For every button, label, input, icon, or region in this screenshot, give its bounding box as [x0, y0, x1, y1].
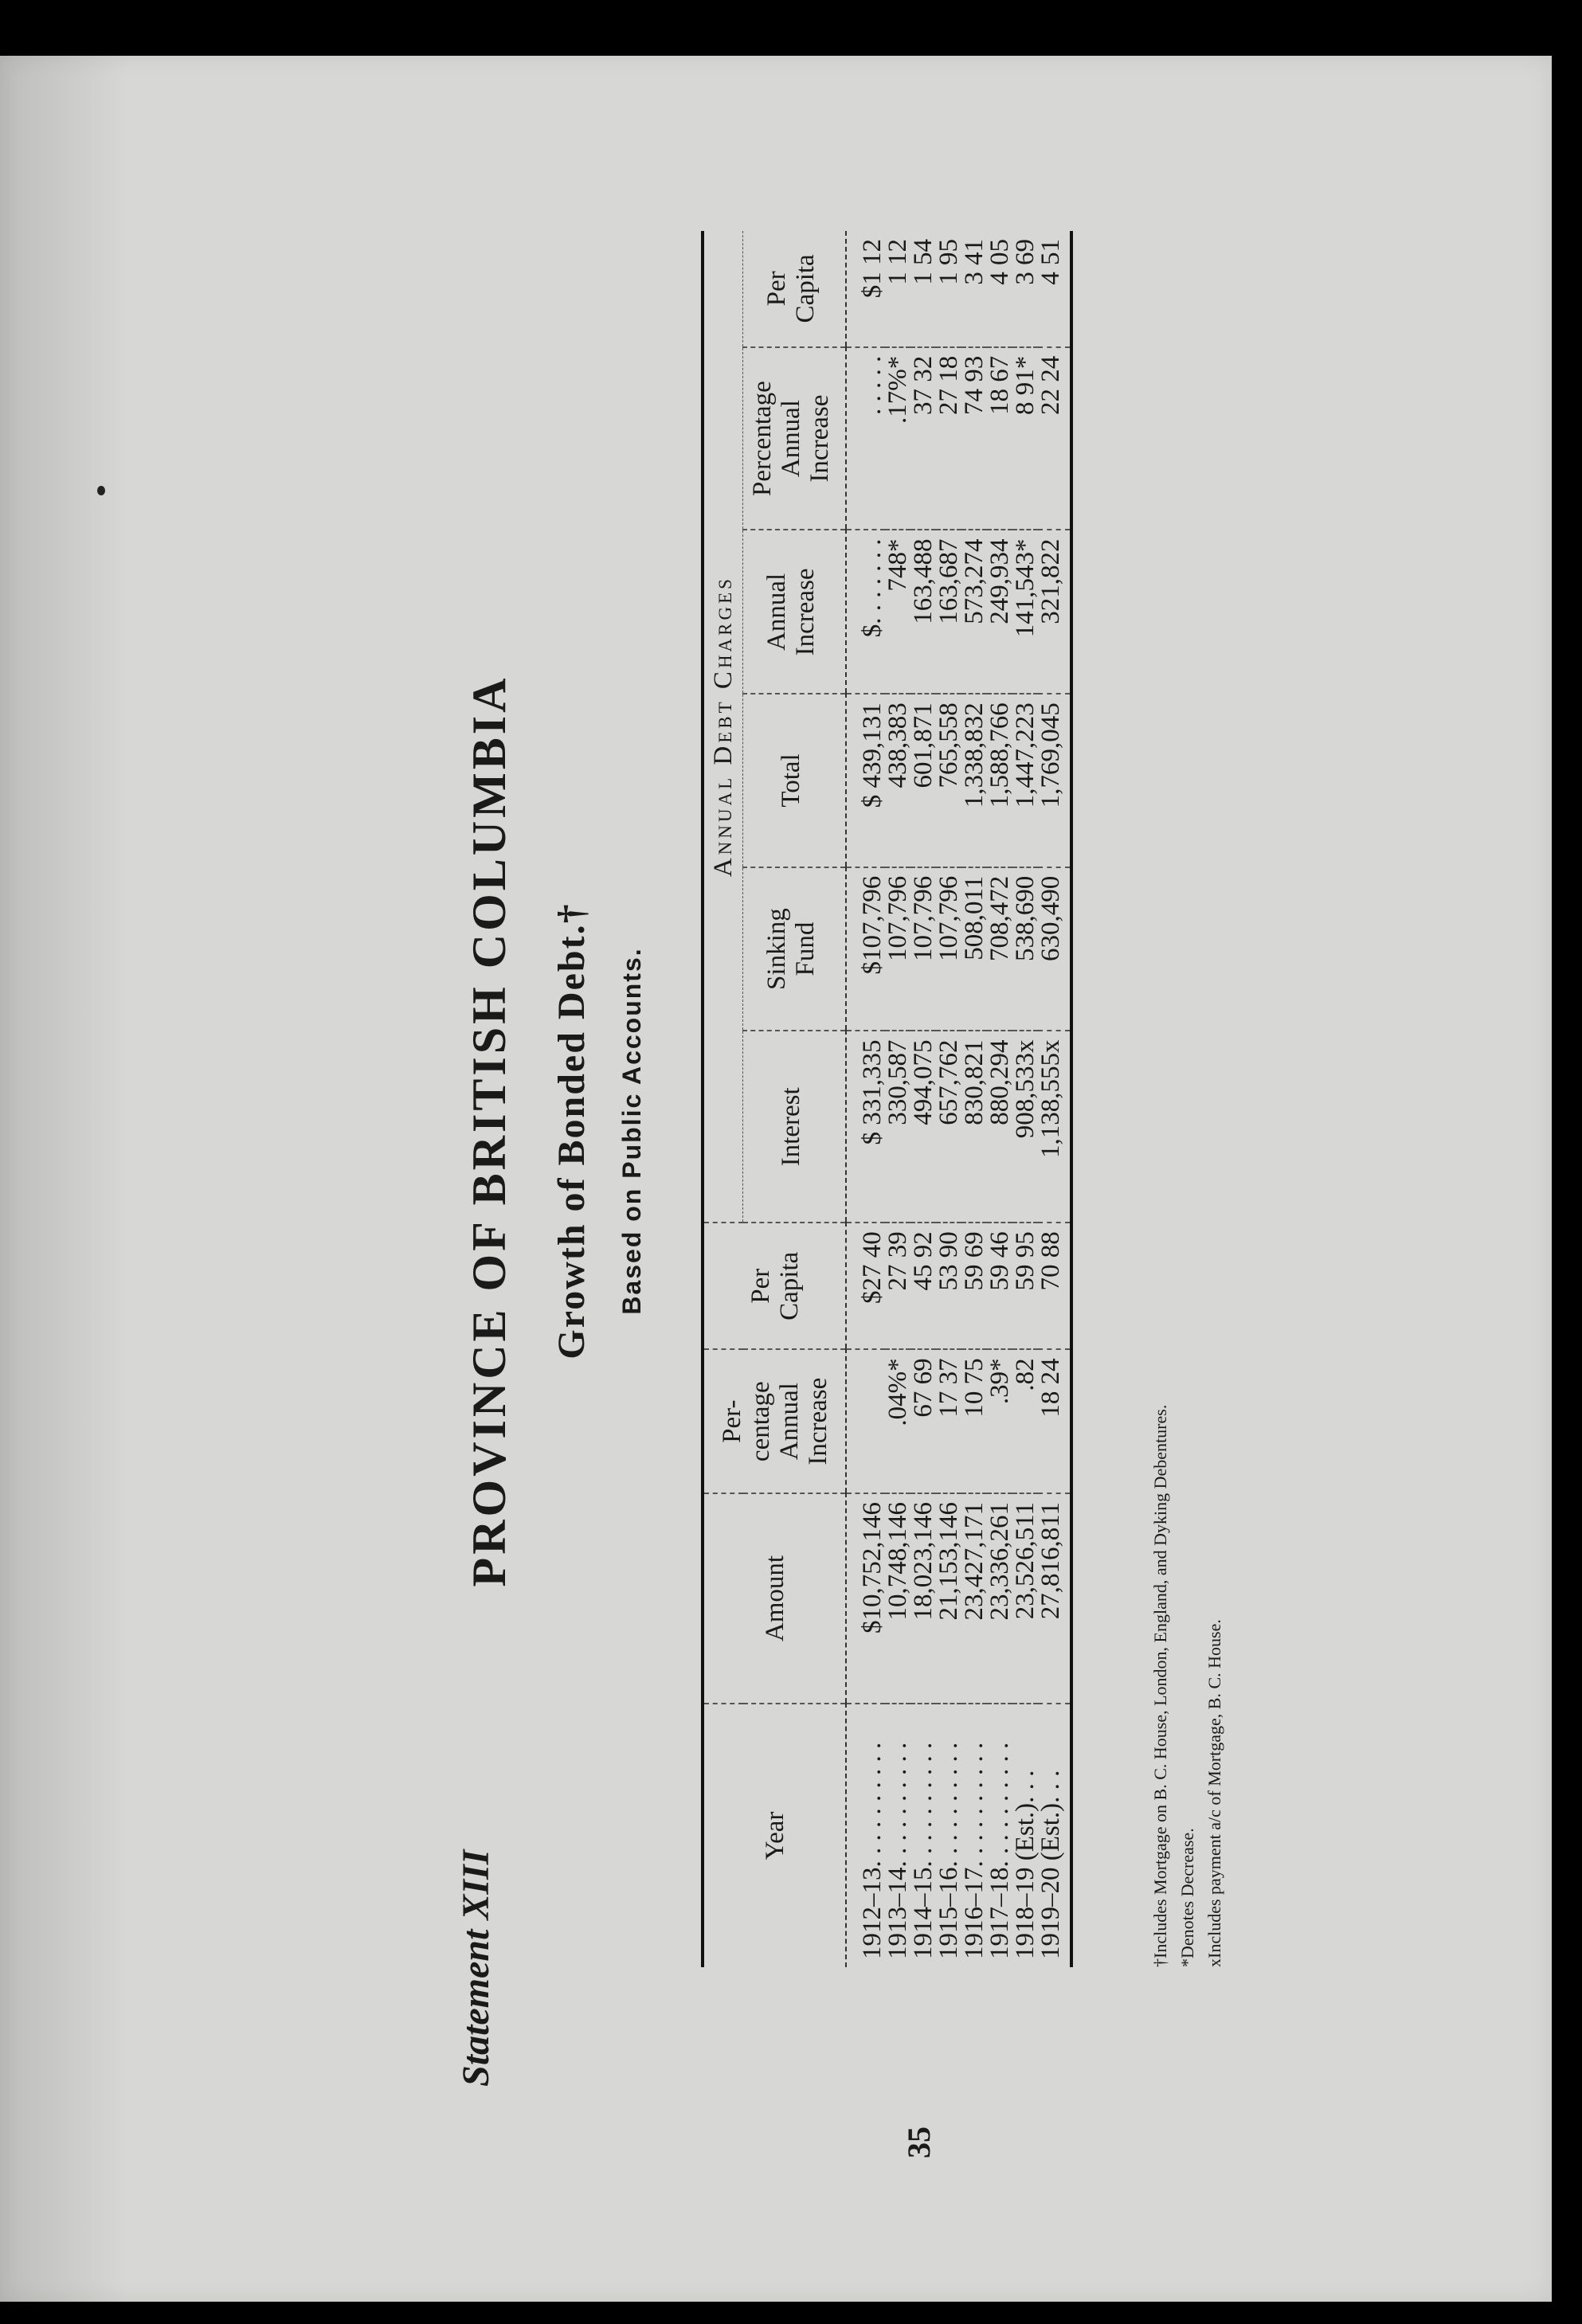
- cell-sinking-fund: 508,011: [961, 867, 987, 1031]
- cell-charges-per-capita: 3 69: [1012, 231, 1038, 347]
- table-row: [885, 231, 910, 1967]
- cell-annual-increase: 321,822: [1038, 530, 1071, 694]
- cell-charges-per-capita: 4 05: [987, 231, 1012, 347]
- header-total: Total: [743, 694, 847, 867]
- cell-percentage-increase: 17 37: [936, 1349, 961, 1493]
- footnotes: [1147, 1405, 1228, 1967]
- cell-total: 601,871: [910, 694, 936, 867]
- cell-interest: 1,138,555x: [1038, 1031, 1071, 1223]
- cell-charges-percentage-increase: 27 18: [936, 347, 961, 530]
- cell-total: 438,383: [885, 694, 910, 867]
- cell-amount: 21,153,146: [936, 1493, 961, 1704]
- cell-amount: $10,752,146: [846, 1493, 885, 1704]
- cell-amount: 23,427,171: [961, 1493, 987, 1704]
- cell-annual-increase: 163,488: [910, 530, 936, 694]
- cell-year: 1918–19 (Est.). . .: [1011, 1770, 1040, 1959]
- table-row: [1038, 231, 1071, 1967]
- cell-interest: 494,075: [910, 1031, 936, 1223]
- header-year: Year: [703, 1704, 846, 1967]
- cell-interest: 657,762: [936, 1031, 961, 1223]
- cell-charges-per-capita: 1 95: [936, 231, 961, 347]
- table-body: [846, 231, 1071, 1967]
- cell-interest: 830,821: [961, 1031, 987, 1223]
- cell-percentage-increase: .82: [1012, 1349, 1038, 1493]
- cell-sinking-fund: 107,796: [910, 867, 936, 1031]
- cell-percentage-increase: [846, 1349, 885, 1493]
- cell-year: 1912–13. . . . . . . . . .: [858, 1742, 887, 1959]
- cell-annual-increase: 141,543*: [1012, 530, 1038, 694]
- scan-border-top: [0, 0, 1582, 56]
- cell-total: 1,447,223: [1012, 694, 1038, 867]
- scan-border-right: [1552, 0, 1582, 2324]
- table-row: [910, 231, 936, 1967]
- cell-charges-percentage-increase: . . . . .: [846, 347, 885, 530]
- cell-charges-percentage-increase: 18 67: [987, 347, 1012, 530]
- cell-sinking-fund: 538,690: [1012, 867, 1038, 1031]
- cell-sinking-fund: 107,796: [936, 867, 961, 1031]
- cell-year: 1916–17. . . . . . . . . .: [960, 1742, 989, 1959]
- cell-year: 1913–14. . . . . . . . . .: [883, 1742, 912, 1959]
- cell-sinking-fund: 630,490: [1038, 867, 1071, 1031]
- cell-charges-per-capita: $1 12: [846, 231, 885, 347]
- cell-annual-increase: 249,934: [987, 530, 1012, 694]
- header-interest: Interest: [743, 1031, 847, 1223]
- rotated-page-content: [398, 175, 1275, 2158]
- page-title: PROVINCE OF BRITISH COLUMBIA: [463, 675, 515, 1587]
- table-row: [961, 231, 987, 1967]
- cell-charges-percentage-increase: 37 32: [910, 347, 936, 530]
- basis-note: Based on Public Accounts.: [617, 947, 646, 1315]
- cell-per-capita: 59 69: [961, 1223, 987, 1349]
- cell-per-capita: 27 39: [885, 1223, 910, 1349]
- cell-interest: 330,587: [885, 1031, 910, 1223]
- cell-year: 1914–15. . . . . . . . . .: [909, 1742, 938, 1959]
- cell-total: 1,338,832: [961, 694, 987, 867]
- paper-speck: [97, 486, 105, 495]
- cell-charges-percentage-increase: 8 91*: [1012, 347, 1038, 530]
- cell-total: 1,769,045: [1038, 694, 1071, 867]
- cell-charges-percentage-increase: 22 24: [1038, 347, 1071, 530]
- cell-charges-per-capita: 3 41: [961, 231, 987, 347]
- cell-per-capita: 59 46: [987, 1223, 1012, 1349]
- cell-amount: 23,526,511: [1012, 1493, 1038, 1704]
- cell-interest: $ 331,335: [846, 1031, 885, 1223]
- cell-per-capita: $27 40: [846, 1223, 885, 1349]
- cell-total: 1,588,766: [987, 694, 1012, 867]
- table-row: [987, 231, 1012, 1967]
- cell-charges-per-capita: 1 54: [910, 231, 936, 347]
- cell-amount: 18,023,146: [910, 1493, 936, 1704]
- cell-sinking-fund: 708,472: [987, 867, 1012, 1031]
- cell-charges-per-capita: 4 51: [1038, 231, 1071, 347]
- cell-percentage-increase: .04%*: [885, 1349, 910, 1493]
- cell-percentage-increase: 18 24: [1038, 1349, 1071, 1493]
- cell-year: 1917–18. . . . . . . . . .: [985, 1742, 1014, 1959]
- cell-year: 1915–16. . . . . . . . . .: [934, 1742, 963, 1959]
- cell-annual-increase: 163,687: [936, 530, 961, 694]
- table-row: [846, 231, 885, 1967]
- scan-border-bottom: [0, 2302, 1582, 2324]
- table-row: [936, 231, 961, 1967]
- cell-annual-increase: 573,274: [961, 530, 987, 694]
- cell-sinking-fund: $107,796: [846, 867, 885, 1031]
- binding-shadow: [0, 56, 127, 2302]
- cell-total: $ 439,131: [846, 694, 885, 867]
- cell-charges-per-capita: 1 12: [885, 231, 910, 347]
- header-per-capita: Per Capita: [703, 1223, 846, 1349]
- cell-annual-increase: 748*: [885, 530, 910, 694]
- statement-label: Statement XIII: [455, 1849, 497, 2087]
- cell-interest: 880,294: [987, 1031, 1012, 1223]
- header-amount: Amount: [703, 1493, 846, 1704]
- cell-per-capita: 59 95: [1012, 1223, 1038, 1349]
- footnote-asterisk: *Denotes Decrease.: [1177, 1828, 1197, 1967]
- cell-percentage-increase: .39*: [987, 1349, 1012, 1493]
- table-row: [1012, 231, 1038, 1967]
- page-subtitle: Growth of Bonded Debt.†: [550, 902, 593, 1360]
- cell-sinking-fund: 107,796: [885, 867, 910, 1031]
- footnote-x: xIncludes payment a/c of Mortgage, B. C. House.: [1204, 1619, 1224, 1967]
- cell-percentage-increase: 67 69: [910, 1349, 936, 1493]
- cell-percentage-increase: 10 75: [961, 1349, 987, 1493]
- cell-charges-percentage-increase: 74 93: [961, 347, 987, 530]
- cell-total: 765,558: [936, 694, 961, 867]
- cell-interest: 908,533x: [1012, 1031, 1038, 1223]
- cell-amount: 10,748,146: [885, 1493, 910, 1704]
- cell-year: 1919–20 (Est.). . .: [1036, 1770, 1065, 1959]
- header-annual-increase: Annual Increase: [743, 530, 847, 694]
- cell-amount: 27,816,811: [1038, 1493, 1071, 1704]
- header-sinking-fund: Sinking Fund: [743, 867, 847, 1031]
- cell-annual-increase: $. . . . . . .: [846, 530, 885, 694]
- cell-per-capita: 53 90: [936, 1223, 961, 1349]
- page-number: 35: [901, 2126, 937, 2158]
- bonded-debt-table: [701, 231, 1073, 1967]
- header-percentage-increase: Per- centage Annual Increase: [703, 1349, 846, 1493]
- header-annual-debt-charges: Annual Debt Charges: [703, 231, 743, 1223]
- cell-charges-percentage-increase: .17%*: [885, 347, 910, 530]
- cell-amount: 23,336,261: [987, 1493, 1012, 1704]
- header-charges-per-capita: Per Capita: [743, 231, 847, 347]
- header-charges-percentage-increase: Percentage Annual Increase: [743, 347, 847, 530]
- cell-per-capita: 70 88: [1038, 1223, 1071, 1349]
- footnote-dagger: †Includes Mortgage on B. C. House, London, England, and Dyking Debentures.: [1150, 1404, 1170, 1967]
- cell-per-capita: 45 92: [910, 1223, 936, 1349]
